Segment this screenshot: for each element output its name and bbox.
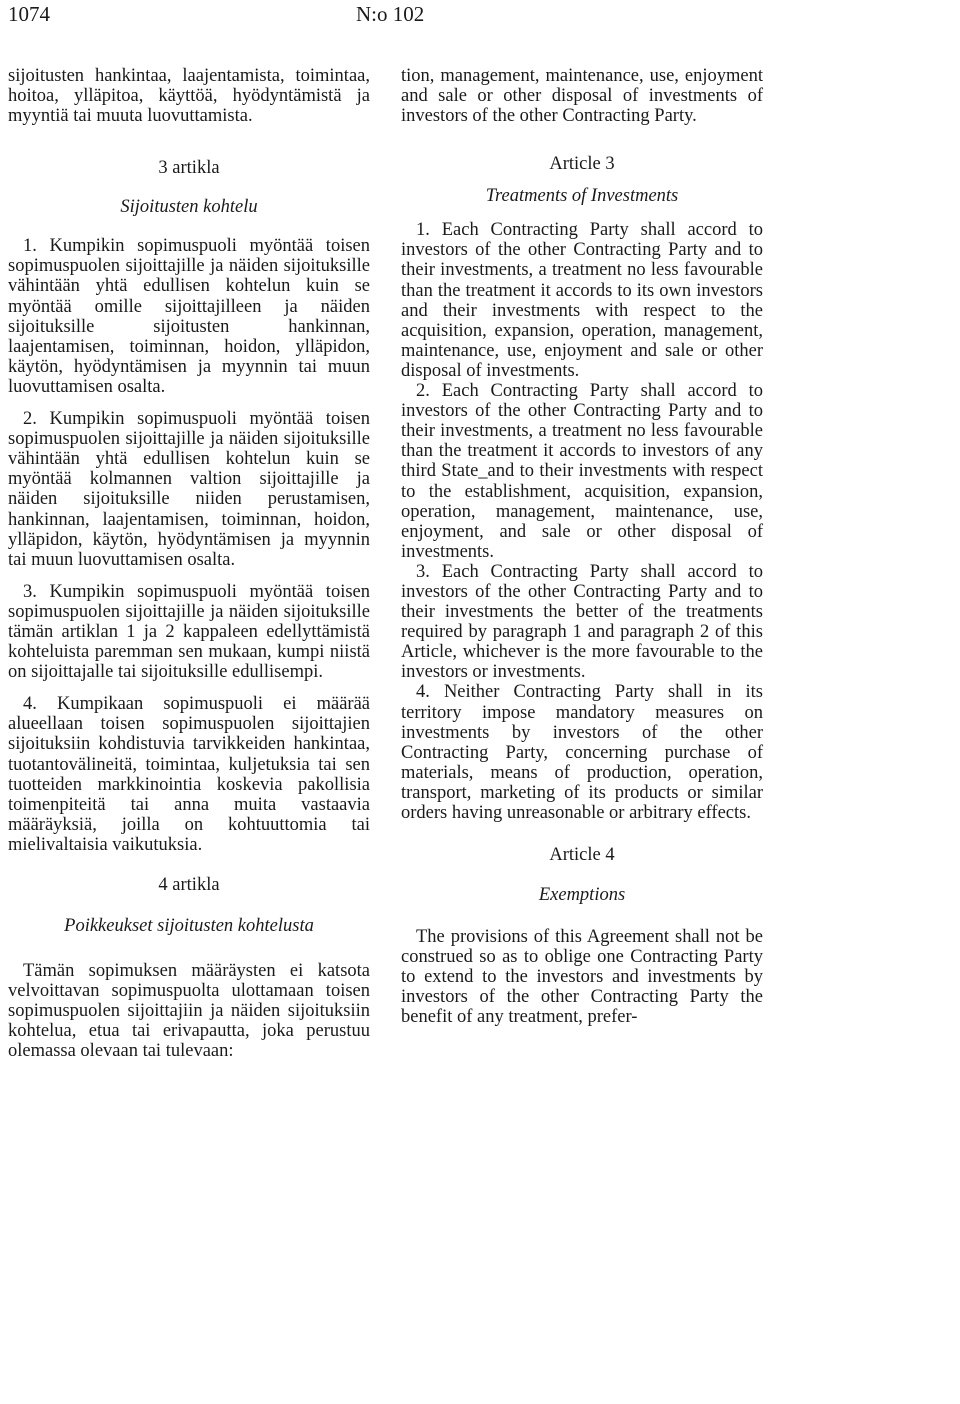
- finnish-article-4-heading: 4 artikla: [158, 875, 220, 895]
- english-article-4-heading: Article 4: [549, 845, 615, 866]
- finnish-article-3-paragraph-3: 3. Kumpikin sopimuspuoli myöntää toisen sopimuspuolen sijoittajille ja näiden sijoituksille tämän artiklan 1 ja 2 kappaleen edellyttämistä kohteluista paremman sen mukaan, kumpi niistä on sijoittajalle tai sijoituksille edullisempi.: [8, 581, 370, 683]
- finnish-article-3-paragraph-2: 2. Kumpikin sopimuspuoli myöntää toisen sopimuspuolen sijoittajille ja näiden sijoituksille vähintään yhtä edullisen kohtelun kuin se myöntää kolmannen valtion sijoittajille ja näiden sijoituksille niiden perustamisen, hankinnan, laajentamisen, toiminnan, hoidon, ylläpidon, käytön, hyödyntämisen ja myynnin tai muun luovuttamisen osalta.: [8, 409, 370, 570]
- finnish-article-4-title: Poikkeukset sijoitusten kohtelusta: [64, 916, 314, 936]
- issue-number: N:o 102: [356, 2, 425, 26]
- english-article-4-paragraph: The provisions of this Agreement shall not be construed so as to oblige one Contracting Party to extend to the investors and investments by investors of the other Contracting Party the benefit of any treatment, prefer-: [401, 927, 763, 1028]
- english-article-3-paragraph-3: 3. Each Contracting Party shall accord to investors of the other Contracting Party and to their investments the better of the treatments required by paragraph 1 and paragraph 2 of this Article, whichever is the more favourable to the investors or investments.: [401, 561, 763, 683]
- finnish-article-3-heading: 3 artikla: [158, 158, 220, 179]
- english-article-3-title: Treatments of Investments: [485, 186, 679, 207]
- finnish-column: [8, 66, 370, 1061]
- finnish-intro-paragraph: sijoitusten hankintaa, laajentamista, toimintaa, hoitoa, ylläpitoa, käyttöä, hyödyntämistä ja myyntiä tai muuta luovuttamista.: [8, 66, 370, 127]
- finnish-article-4-paragraph: Tämän sopimuksen määräysten ei katsota velvoittavan sopimuspuolta ulottamaan toisen sopimuspuolen sijoittajiin ja näiden sijoituksiin kohtelua, etua tai erivapautta, joka perustuu olemassa olevaan tai tulevaan:: [8, 961, 370, 1062]
- page-number: 1074: [8, 2, 50, 26]
- english-article-3-paragraph-1: 1. Each Contracting Party shall accord to investors of the other Contracting Party and to their investments, a treatment no less favourable than the treatment it accords to its own investors and their investments with respect to the acquisition, expansion, operation, management, maintenance, use, enjoyment and sale or other disposal of investments.: [401, 220, 763, 381]
- english-article-4-title: Exemptions: [538, 885, 626, 906]
- finnish-article-3-paragraph-1: 1. Kumpikin sopimuspuoli myöntää toisen sopimuspuolen sijoittajille ja näiden sijoituksille vähintään yhtä edullisen kohtelun kuin se myöntää omille sijoittajilleen ja näiden sijoituksille sijoitusten hankinnan, laajentamisen, toiminnan, hoidon, ylläpidon, käytön, hyödyntämisen ja myynnin tai muun luovuttamisen osalta.: [8, 236, 370, 397]
- english-article-3-heading: Article 3: [549, 154, 615, 175]
- english-article-3-paragraph-4: 4. Neither Contracting Party shall in its territory impose mandatory measures on investments by investors of the other Contracting Party, concerning purchase of materials, means of production, operation, transport, marketing of its products or similar orders having unreasonable or arbitrary effects.: [401, 682, 763, 823]
- english-intro-paragraph: tion, management, maintenance, use, enjoyment and sale or other disposal of investments of investors of the other Contracting Party.: [401, 66, 763, 127]
- finnish-article-3-paragraph-4: 4. Kumpikaan sopimuspuoli ei määrää alueellaan toisen sopimuspuolen sijoittajien sijoituksiin kohdistuvia tarvikkeiden hankintaa, tuotantovälineitä, toimintaa, kuljetuksia tai sen tuotteiden markkinointia koskevia pakollisia toimenpiteitä tai anna muita vastaavia määräyksiä, joilla on kohtuuttomia tai mielivaltaisia vaikutuksia.: [8, 694, 370, 855]
- english-article-3-paragraph-2: 2. Each Contracting Party shall accord to investors of the other Contracting Party and to their investments, a treatment no less favourable than the treatment it accords to investors of any third State_and to their investments with respect to the establishment, acquisition, expansion, operation, management, maintenance, use, enjoyment, and sale or other disposal of investments.: [401, 381, 763, 562]
- english-column: [401, 66, 763, 1028]
- finnish-article-3-title: Sijoitusten kohtelu: [120, 197, 258, 218]
